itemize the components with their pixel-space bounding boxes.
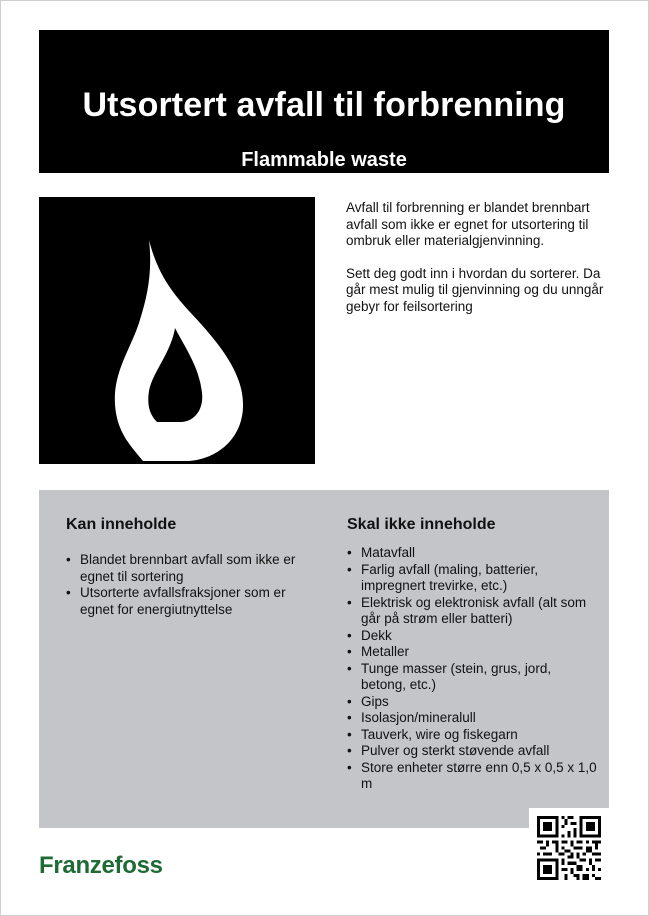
bullet-icon: •: [347, 693, 352, 709]
list-item: • Isolasjon/mineralull: [347, 710, 476, 725]
bullet-icon: •: [347, 594, 352, 610]
list-item: • Farlig avfall (maling, batterier, impregnert trevirke, etc.): [347, 561, 539, 593]
intro-paragraph: Avfall til forbrenning er blandet brennbart avfall som ikke er egnet for utsortering til ombruk eller materialgjenvinning.: [346, 200, 590, 248]
intro-paragraph: Sett deg godt inn i hvordan du sorterer. Da går mest mulig til gjenvinning og du unngår gebyr for feilsortering: [346, 265, 604, 314]
flame-icon: [39, 197, 315, 464]
list-item: • Utsorterte avfallsfraksjoner som er egnet for energiutnyttelse: [66, 585, 286, 617]
list-item: • Store enheter større enn 0,5 x 0,5 x 1,0 m: [347, 759, 597, 791]
flame-pictogram: [39, 197, 315, 464]
bullet-icon: •: [347, 726, 352, 742]
bullet-icon: •: [347, 710, 352, 725]
bullet-icon: •: [347, 627, 352, 643]
bullet-icon: •: [347, 644, 352, 659]
header-banner: [39, 30, 609, 173]
must-not-contain-column: [347, 516, 597, 793]
bullet-icon: •: [347, 759, 352, 775]
can-contain-list: [66, 552, 316, 618]
can-contain-heading: Kan inneholde: [66, 516, 177, 533]
qr-code[interactable]: [529, 808, 609, 888]
qr-code-icon: [537, 816, 601, 880]
bullet-icon: •: [66, 552, 71, 567]
list-item: • Elektrisk og elektronisk avfall (alt som går på strøm eller batteri): [347, 594, 587, 626]
list-item: • Blandet brennbart avfall som ikke er egnet til sortering: [66, 552, 296, 584]
bullet-icon: •: [66, 585, 71, 600]
bullet-icon: •: [347, 545, 352, 560]
must-not-contain-heading: Skal ikke inneholde: [347, 516, 496, 533]
page-subtitle: Flammable waste: [241, 149, 407, 171]
must-not-contain-list: [347, 545, 597, 793]
list-item: • Pulver og sterkt støvende avfall: [347, 743, 550, 758]
list-item: • Tauverk, wire og fiskegarn: [347, 726, 518, 742]
bullet-icon: •: [347, 561, 352, 577]
list-item: • Dekk: [347, 627, 392, 643]
page-title: Utsortert avfall til forbrenning: [82, 86, 566, 124]
list-item: • Tunge masser (stein, grus, jord, betong, etc.): [347, 660, 552, 692]
bullet-icon: •: [347, 743, 352, 758]
list-item: • Matavfall: [347, 545, 416, 560]
brand-logo: Franzefoss: [39, 852, 163, 879]
list-item: • Gips: [347, 693, 389, 709]
list-item: • Metaller: [347, 644, 410, 659]
intro-text: [346, 200, 608, 331]
can-contain-column: [66, 516, 316, 618]
sorting-info-panel: [39, 490, 609, 828]
bullet-icon: •: [347, 660, 352, 676]
